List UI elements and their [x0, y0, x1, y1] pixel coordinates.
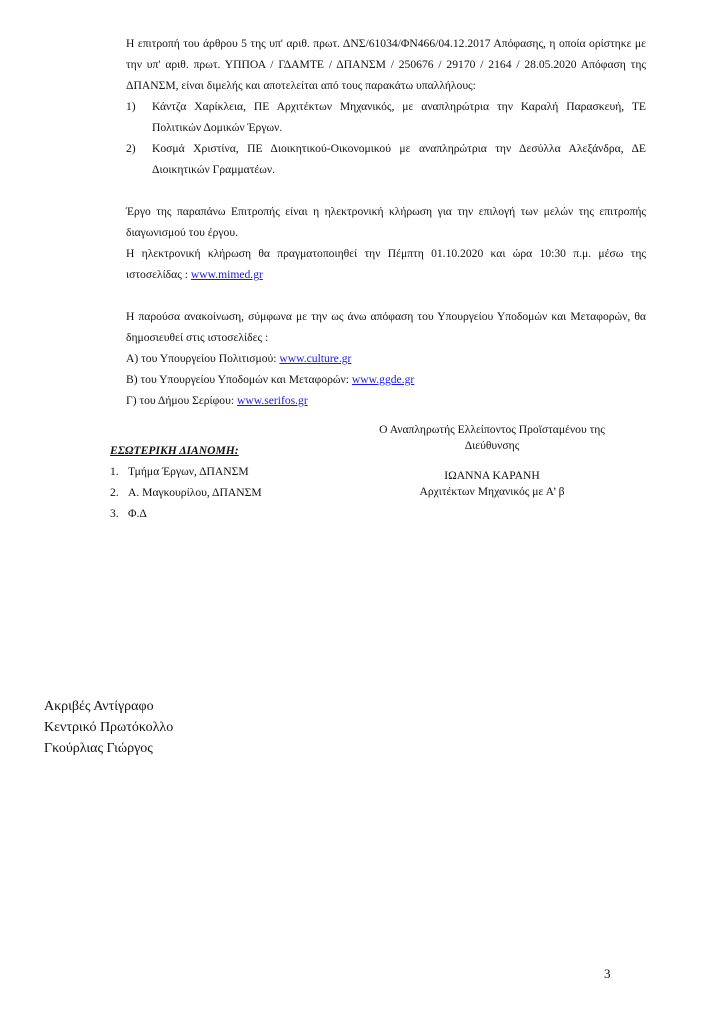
list-item-text: Κάντζα Χαρίκλεια, ΠΕ Αρχιτέκτων Μηχανικός, με αναπληρώτρια την Καραλή Παρασκευή, ΤΕ Πολιτικών Δομικών Έργων. — [152, 100, 646, 134]
list-item — [110, 482, 340, 503]
list-item-text: Κοσμά Χριστίνα, ΠΕ Διοικητικού-Οικονομικού με αναπληρώτρια την Δεσύλλα Αλεξάνδρα, ΔΕ Διοικητικών Γραμματέων. — [152, 142, 646, 176]
culture-link[interactable]: www.culture.gr — [279, 352, 352, 365]
committee-members-list — [126, 96, 646, 180]
list-item-text: Φ.Δ — [128, 507, 147, 520]
list-item-number: 2. — [110, 486, 119, 499]
signature-block — [352, 422, 632, 500]
signature-role-line2: Διεύθυνσης — [464, 439, 520, 452]
internal-distribution — [110, 440, 340, 524]
list-item-number: 2) — [126, 142, 136, 155]
main-body — [126, 33, 646, 411]
site-label: Α) του Υπουργείου Πολιτισμού: — [126, 352, 280, 365]
signature-role-line1: Ο Αναπληρωτής Ελλείποντος Προϊσταμένου της — [379, 423, 605, 436]
site-label: Γ) του Δήμου Σερίφου: — [126, 394, 237, 407]
publication-site-ggde — [126, 369, 646, 390]
signature-name: ΙΩΑΝΝΑ ΚΑΡΑΝΗ — [444, 469, 540, 482]
spacer — [126, 285, 646, 306]
certified-copy-line2: Κεντρικό Πρωτόκολλο — [44, 720, 174, 735]
list-item — [126, 138, 646, 180]
signature-title: Αρχιτέκτων Μηχανικός με Α’ β — [419, 485, 565, 498]
publication-paragraph: Η παρούσα ανακοίνωση, σύμφωνα με την ως άνω απόφαση του Υπουργείου Υποδομών και Μεταφορών, θα δημοσιευθεί στις ιστοσελίδες : — [126, 310, 646, 344]
page-number: 3 — [604, 966, 611, 981]
draw-date-paragraph — [126, 243, 646, 285]
list-item-number: 1) — [126, 100, 136, 113]
list-item — [126, 96, 646, 138]
spacer — [126, 180, 646, 201]
serifos-link[interactable]: www.serifos.gr — [236, 394, 308, 407]
intro-paragraph: Η επιτροπή του άρθρου 5 της υπ' αριθ. πρωτ. ΔΝΣ/61034/ΦΝ466/04.12.2017 Απόφασης, η οποία ορίστηκε με την υπ' αριθ. πρωτ. ΥΠΠΟΑ / ΓΔΑΜΤΕ / ΔΠΑΝΣΜ / 250676 / 29170 / 2164 / 28.05.2020 Απόφαση της ΔΠΑΝΣΜ, είναι διμελής και αποτελείται από τους παρακάτω υπαλλήλους: — [126, 37, 646, 92]
certified-copy-stamp — [44, 696, 173, 759]
list-item-number: 3. — [110, 507, 119, 520]
draw-date-text: Η ηλεκτρονική κλήρωση θα πραγματοποιηθεί την Πέμπτη 01.10.2020 και ώρα 10:30 π.μ. μέσω της ιστοσελίδας : — [126, 247, 646, 281]
list-item — [110, 461, 340, 482]
site-label: Β) του Υπουργείου Υποδομών και Μεταφορών: — [126, 373, 352, 386]
task-paragraph: Έργο της παραπάνω Επιτροπής είναι η ηλεκτρονική κλήρωση για την επιλογή των μελών της επιτροπής διαγωνισμού του έργου. — [126, 205, 646, 239]
mimed-link[interactable]: www.mimed.gr — [190, 268, 263, 281]
list-item-number: 1. — [110, 465, 119, 478]
publication-site-serifos — [126, 390, 646, 411]
spacer — [352, 454, 632, 468]
certified-copy-line3: Γκούρλιας Γιώργος — [44, 741, 153, 756]
certified-copy-line1: Ακριβές Αντίγραφο — [44, 699, 154, 714]
list-item-text: Α. Μαγκουρίλου, ΔΠΑΝΣΜ — [128, 486, 262, 499]
list-item — [110, 503, 340, 524]
ggde-link[interactable]: www.ggde.gr — [351, 373, 415, 386]
distribution-list — [110, 461, 340, 524]
list-item-text: Τμήμα Έργων, ΔΠΑΝΣΜ — [128, 465, 249, 478]
publication-site-culture — [126, 348, 646, 369]
distribution-title: ΕΣΩΤΕΡΙΚΗ ΔΙΑΝΟΜΗ: — [110, 444, 239, 457]
